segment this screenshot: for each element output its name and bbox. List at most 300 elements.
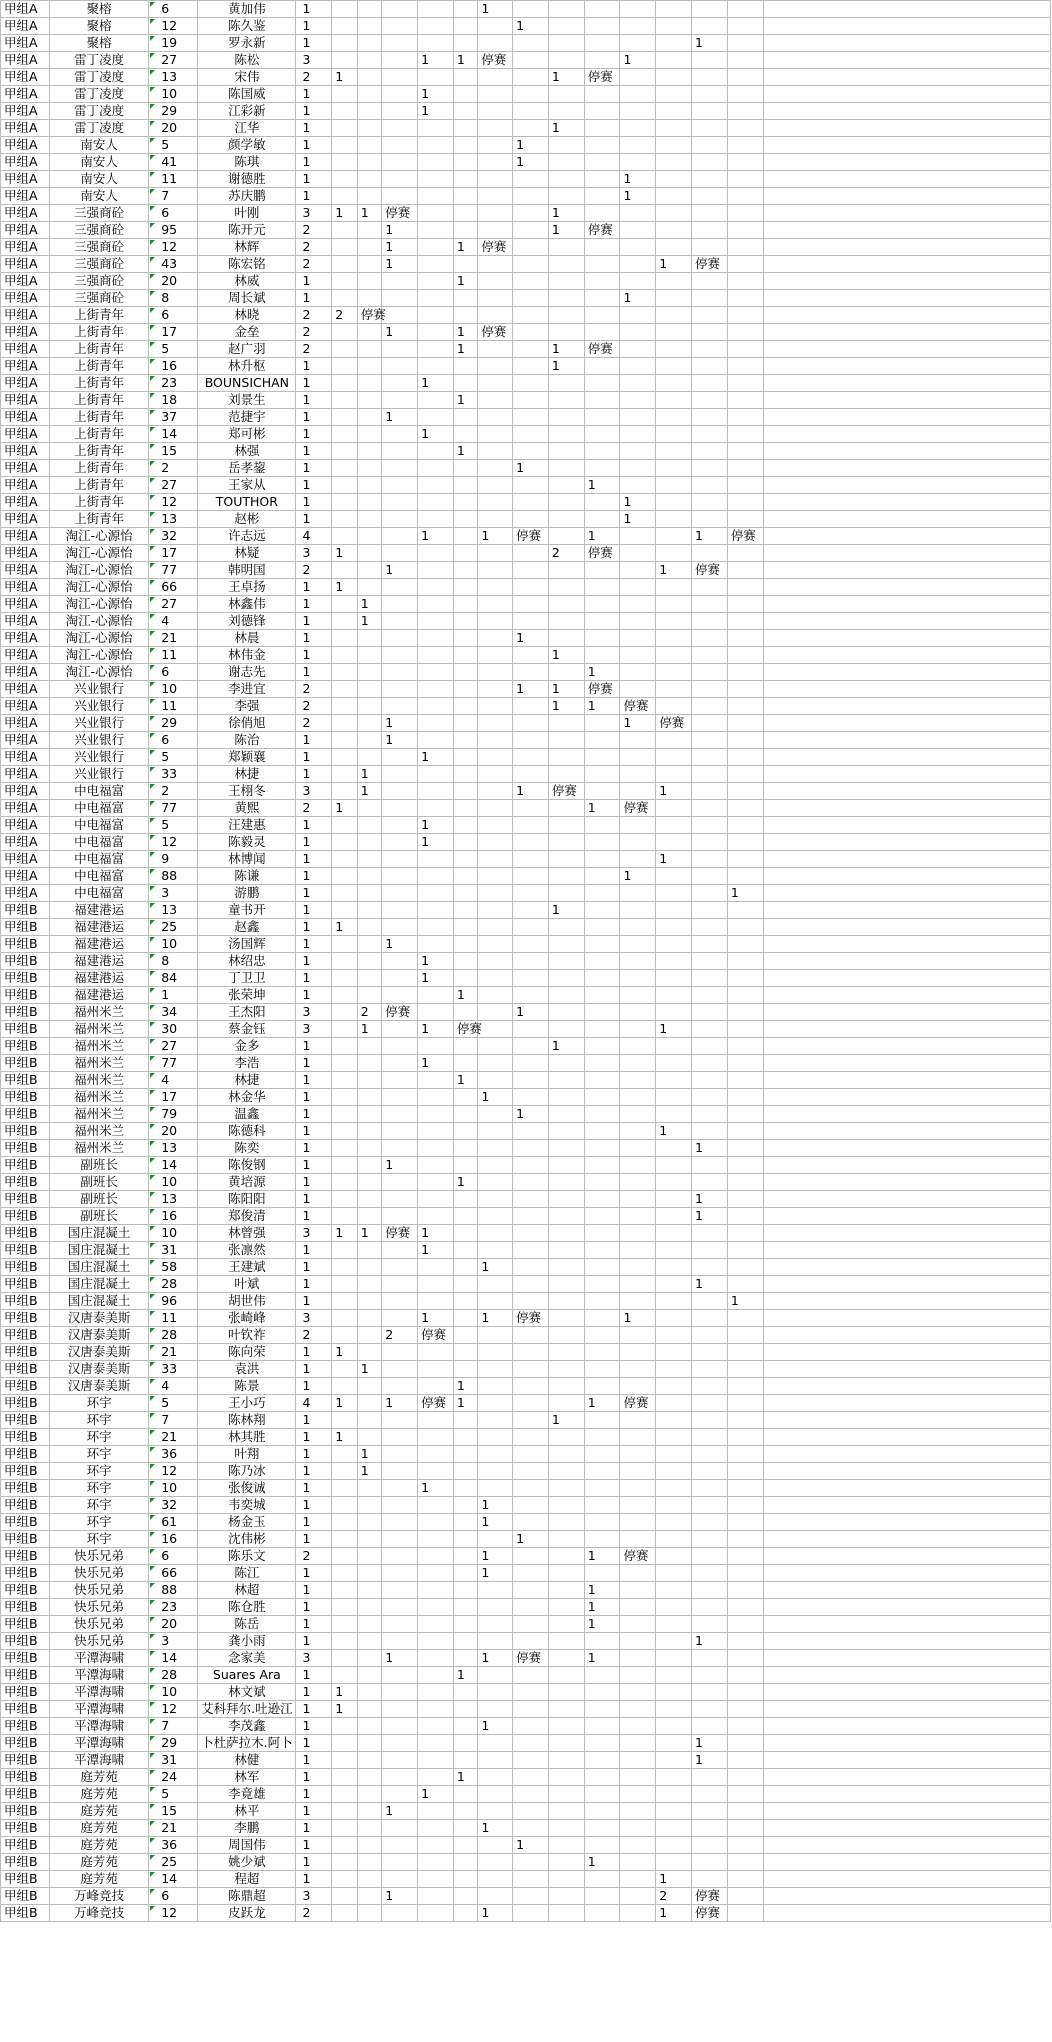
group-cell[interactable]: 甲组A xyxy=(1,834,50,851)
player-name-cell[interactable]: 林晓 xyxy=(198,307,296,324)
empty-cell[interactable] xyxy=(763,1752,1050,1769)
round-13-cell[interactable] xyxy=(727,341,763,358)
round-11-cell[interactable] xyxy=(656,205,692,222)
round-7-cell[interactable] xyxy=(513,290,549,307)
round-4-cell[interactable] xyxy=(418,69,454,86)
round-9-cell[interactable] xyxy=(584,647,620,664)
round-2-cell[interactable] xyxy=(357,1395,382,1412)
round-6-cell[interactable] xyxy=(478,443,513,460)
round-3-cell[interactable] xyxy=(382,1616,418,1633)
round-9-cell[interactable] xyxy=(584,1225,620,1242)
team-cell[interactable]: 副班长 xyxy=(50,1174,149,1191)
total-cell[interactable]: 1 xyxy=(296,375,332,392)
round-6-cell[interactable] xyxy=(478,1599,513,1616)
group-cell[interactable]: 甲组B xyxy=(1,1293,50,1310)
round-5-cell[interactable] xyxy=(453,375,478,392)
total-cell[interactable]: 1 xyxy=(296,1378,332,1395)
number-cell[interactable]: 66 xyxy=(149,579,198,596)
round-13-cell[interactable] xyxy=(727,1038,763,1055)
round-4-cell[interactable] xyxy=(418,1718,454,1735)
round-5-cell[interactable] xyxy=(453,664,478,681)
round-10-cell[interactable] xyxy=(620,936,656,953)
group-cell[interactable]: 甲组B xyxy=(1,1548,50,1565)
round-9-cell[interactable] xyxy=(584,103,620,120)
number-cell[interactable]: 27 xyxy=(149,1038,198,1055)
round-2-cell[interactable] xyxy=(357,953,382,970)
empty-cell[interactable] xyxy=(763,630,1050,647)
round-3-cell[interactable] xyxy=(382,970,418,987)
player-name-cell[interactable]: 丁卫卫 xyxy=(198,970,296,987)
round-12-cell[interactable] xyxy=(692,86,728,103)
round-11-cell[interactable] xyxy=(656,1276,692,1293)
round-1-cell[interactable] xyxy=(332,477,358,494)
round-4-cell[interactable] xyxy=(418,1837,454,1854)
round-13-cell[interactable] xyxy=(727,647,763,664)
round-4-cell[interactable] xyxy=(418,1497,454,1514)
round-3-cell[interactable] xyxy=(382,783,418,800)
round-6-cell[interactable] xyxy=(478,800,513,817)
round-12-cell[interactable] xyxy=(692,851,728,868)
number-cell[interactable]: 20 xyxy=(149,1616,198,1633)
round-11-cell[interactable] xyxy=(656,426,692,443)
round-11-cell[interactable] xyxy=(656,1412,692,1429)
round-6-cell[interactable]: 1 xyxy=(478,528,513,545)
team-cell[interactable]: 上街青年 xyxy=(50,494,149,511)
round-9-cell[interactable] xyxy=(584,409,620,426)
round-2-cell[interactable]: 1 xyxy=(357,1463,382,1480)
round-13-cell[interactable] xyxy=(727,1531,763,1548)
round-12-cell[interactable] xyxy=(692,1446,728,1463)
round-6-cell[interactable] xyxy=(478,35,513,52)
round-13-cell[interactable] xyxy=(727,1225,763,1242)
round-7-cell[interactable] xyxy=(513,1293,549,1310)
round-4-cell[interactable] xyxy=(418,239,454,256)
team-cell[interactable]: 中电福富 xyxy=(50,783,149,800)
team-cell[interactable]: 国庄混凝土 xyxy=(50,1293,149,1310)
round-8-cell[interactable] xyxy=(548,919,584,936)
round-7-cell[interactable] xyxy=(513,52,549,69)
round-6-cell[interactable]: 1 xyxy=(478,1310,513,1327)
round-9-cell[interactable] xyxy=(584,1123,620,1140)
round-10-cell[interactable] xyxy=(620,1157,656,1174)
round-1-cell[interactable] xyxy=(332,1735,358,1752)
round-9-cell[interactable] xyxy=(584,426,620,443)
round-12-cell[interactable] xyxy=(692,188,728,205)
round-13-cell[interactable] xyxy=(727,1548,763,1565)
round-7-cell[interactable] xyxy=(513,1684,549,1701)
round-3-cell[interactable] xyxy=(382,1429,418,1446)
round-10-cell[interactable] xyxy=(620,205,656,222)
team-cell[interactable]: 平潭海啸 xyxy=(50,1650,149,1667)
round-10-cell[interactable] xyxy=(620,596,656,613)
round-10-cell[interactable] xyxy=(620,885,656,902)
group-cell[interactable]: 甲组B xyxy=(1,1344,50,1361)
round-7-cell[interactable] xyxy=(513,1854,549,1871)
team-cell[interactable]: 福州米兰 xyxy=(50,1004,149,1021)
round-2-cell[interactable]: 停赛 xyxy=(357,307,382,324)
round-13-cell[interactable] xyxy=(727,1616,763,1633)
round-5-cell[interactable] xyxy=(453,1497,478,1514)
round-7-cell[interactable] xyxy=(513,86,549,103)
team-cell[interactable]: 副班长 xyxy=(50,1157,149,1174)
round-1-cell[interactable] xyxy=(332,1480,358,1497)
round-2-cell[interactable] xyxy=(357,1905,382,1922)
team-cell[interactable]: 南安人 xyxy=(50,137,149,154)
round-9-cell[interactable]: 1 xyxy=(584,664,620,681)
group-cell[interactable]: 甲组B xyxy=(1,1888,50,1905)
round-11-cell[interactable] xyxy=(656,630,692,647)
team-cell[interactable]: 雷丁凌度 xyxy=(50,86,149,103)
round-7-cell[interactable]: 1 xyxy=(513,1004,549,1021)
round-10-cell[interactable] xyxy=(620,1769,656,1786)
team-cell[interactable]: 国庄混凝土 xyxy=(50,1276,149,1293)
total-cell[interactable]: 1 xyxy=(296,1871,332,1888)
round-13-cell[interactable] xyxy=(727,1514,763,1531)
round-9-cell[interactable]: 1 xyxy=(584,528,620,545)
round-9-cell[interactable] xyxy=(584,1429,620,1446)
round-2-cell[interactable] xyxy=(357,1650,382,1667)
round-12-cell[interactable] xyxy=(692,1259,728,1276)
round-3-cell[interactable]: 2 xyxy=(382,1327,418,1344)
round-8-cell[interactable] xyxy=(548,749,584,766)
empty-cell[interactable] xyxy=(763,1174,1050,1191)
group-cell[interactable]: 甲组B xyxy=(1,1327,50,1344)
round-9-cell[interactable] xyxy=(584,1735,620,1752)
round-9-cell[interactable]: 1 xyxy=(584,698,620,715)
group-cell[interactable]: 甲组B xyxy=(1,1786,50,1803)
round-7-cell[interactable] xyxy=(513,1242,549,1259)
round-4-cell[interactable] xyxy=(418,1072,454,1089)
round-6-cell[interactable] xyxy=(478,477,513,494)
round-1-cell[interactable] xyxy=(332,1310,358,1327)
total-cell[interactable]: 1 xyxy=(296,1684,332,1701)
round-11-cell[interactable] xyxy=(656,868,692,885)
team-cell[interactable]: 福州米兰 xyxy=(50,1038,149,1055)
number-cell[interactable]: 5 xyxy=(149,817,198,834)
team-cell[interactable]: 环宇 xyxy=(50,1463,149,1480)
round-12-cell[interactable] xyxy=(692,1820,728,1837)
round-8-cell[interactable]: 1 xyxy=(548,902,584,919)
round-6-cell[interactable]: 1 xyxy=(478,1565,513,1582)
group-cell[interactable]: 甲组B xyxy=(1,1871,50,1888)
round-10-cell[interactable] xyxy=(620,783,656,800)
empty-cell[interactable] xyxy=(763,1038,1050,1055)
number-cell[interactable]: 15 xyxy=(149,443,198,460)
round-1-cell[interactable] xyxy=(332,154,358,171)
round-13-cell[interactable] xyxy=(727,1429,763,1446)
team-cell[interactable]: 三强商砼 xyxy=(50,273,149,290)
round-10-cell[interactable] xyxy=(620,1837,656,1854)
round-6-cell[interactable] xyxy=(478,1174,513,1191)
round-7-cell[interactable] xyxy=(513,341,549,358)
round-11-cell[interactable] xyxy=(656,1548,692,1565)
round-6-cell[interactable] xyxy=(478,1480,513,1497)
round-2-cell[interactable] xyxy=(357,154,382,171)
round-4-cell[interactable] xyxy=(418,1565,454,1582)
round-8-cell[interactable] xyxy=(548,1752,584,1769)
team-cell[interactable]: 福建港运 xyxy=(50,936,149,953)
round-2-cell[interactable] xyxy=(357,1633,382,1650)
round-2-cell[interactable] xyxy=(357,1072,382,1089)
round-7-cell[interactable] xyxy=(513,1514,549,1531)
round-2-cell[interactable] xyxy=(357,1123,382,1140)
round-1-cell[interactable] xyxy=(332,1531,358,1548)
round-10-cell[interactable] xyxy=(620,358,656,375)
round-9-cell[interactable] xyxy=(584,1089,620,1106)
empty-cell[interactable] xyxy=(763,1820,1050,1837)
round-8-cell[interactable] xyxy=(548,290,584,307)
total-cell[interactable]: 1 xyxy=(296,732,332,749)
round-1-cell[interactable] xyxy=(332,851,358,868)
round-7-cell[interactable] xyxy=(513,1446,549,1463)
number-cell[interactable]: 66 xyxy=(149,1565,198,1582)
round-3-cell[interactable] xyxy=(382,953,418,970)
round-4-cell[interactable] xyxy=(418,1905,454,1922)
total-cell[interactable]: 1 xyxy=(296,1446,332,1463)
number-cell[interactable]: 88 xyxy=(149,1582,198,1599)
empty-cell[interactable] xyxy=(763,732,1050,749)
round-2-cell[interactable] xyxy=(357,1208,382,1225)
group-cell[interactable]: 甲组B xyxy=(1,1208,50,1225)
round-12-cell[interactable] xyxy=(692,1803,728,1820)
round-12-cell[interactable]: 停赛 xyxy=(692,1888,728,1905)
team-cell[interactable]: 平潭海啸 xyxy=(50,1684,149,1701)
round-12-cell[interactable] xyxy=(692,375,728,392)
number-cell[interactable]: 21 xyxy=(149,630,198,647)
round-4-cell[interactable] xyxy=(418,273,454,290)
round-3-cell[interactable] xyxy=(382,1633,418,1650)
group-cell[interactable]: 甲组A xyxy=(1,222,50,239)
round-8-cell[interactable] xyxy=(548,1004,584,1021)
round-3-cell[interactable] xyxy=(382,664,418,681)
round-11-cell[interactable]: 1 xyxy=(656,1123,692,1140)
empty-cell[interactable] xyxy=(763,1871,1050,1888)
total-cell[interactable]: 1 xyxy=(296,1599,332,1616)
number-cell[interactable]: 6 xyxy=(149,732,198,749)
number-cell[interactable]: 8 xyxy=(149,290,198,307)
total-cell[interactable]: 1 xyxy=(296,834,332,851)
empty-cell[interactable] xyxy=(763,1089,1050,1106)
round-8-cell[interactable]: 1 xyxy=(548,698,584,715)
number-cell[interactable]: 12 xyxy=(149,494,198,511)
round-8-cell[interactable] xyxy=(548,1361,584,1378)
empty-cell[interactable] xyxy=(763,987,1050,1004)
player-name-cell[interactable]: 陈江 xyxy=(198,1565,296,1582)
player-name-cell[interactable]: 陈乐文 xyxy=(198,1548,296,1565)
player-name-cell[interactable]: 林其胜 xyxy=(198,1429,296,1446)
round-13-cell[interactable] xyxy=(727,392,763,409)
round-11-cell[interactable] xyxy=(656,1174,692,1191)
round-13-cell[interactable] xyxy=(727,579,763,596)
round-3-cell[interactable] xyxy=(382,834,418,851)
round-2-cell[interactable] xyxy=(357,1259,382,1276)
round-1-cell[interactable] xyxy=(332,528,358,545)
team-cell[interactable]: 上街青年 xyxy=(50,460,149,477)
number-cell[interactable]: 11 xyxy=(149,1310,198,1327)
empty-cell[interactable] xyxy=(763,1735,1050,1752)
empty-cell[interactable] xyxy=(763,698,1050,715)
team-cell[interactable]: 平潭海啸 xyxy=(50,1735,149,1752)
round-7-cell[interactable] xyxy=(513,1871,549,1888)
round-9-cell[interactable] xyxy=(584,1293,620,1310)
round-10-cell[interactable] xyxy=(620,1412,656,1429)
number-cell[interactable]: 32 xyxy=(149,528,198,545)
number-cell[interactable]: 16 xyxy=(149,1531,198,1548)
player-name-cell[interactable]: 韦奕城 xyxy=(198,1497,296,1514)
round-9-cell[interactable] xyxy=(584,120,620,137)
round-7-cell[interactable] xyxy=(513,1072,549,1089)
number-cell[interactable]: 5 xyxy=(149,749,198,766)
empty-cell[interactable] xyxy=(763,1582,1050,1599)
round-5-cell[interactable] xyxy=(453,1514,478,1531)
round-2-cell[interactable] xyxy=(357,1548,382,1565)
player-name-cell[interactable]: 陈乃冰 xyxy=(198,1463,296,1480)
empty-cell[interactable] xyxy=(763,1293,1050,1310)
round-2-cell[interactable] xyxy=(357,987,382,1004)
empty-cell[interactable] xyxy=(763,1769,1050,1786)
round-11-cell[interactable] xyxy=(656,86,692,103)
round-8-cell[interactable] xyxy=(548,256,584,273)
round-9-cell[interactable]: 停赛 xyxy=(584,222,620,239)
round-9-cell[interactable] xyxy=(584,1803,620,1820)
round-12-cell[interactable] xyxy=(692,52,728,69)
round-11-cell[interactable] xyxy=(656,1344,692,1361)
group-cell[interactable]: 甲组A xyxy=(1,494,50,511)
round-8-cell[interactable]: 1 xyxy=(548,205,584,222)
round-6-cell[interactable] xyxy=(478,171,513,188)
group-cell[interactable]: 甲组B xyxy=(1,1225,50,1242)
round-2-cell[interactable] xyxy=(357,358,382,375)
round-3-cell[interactable] xyxy=(382,1038,418,1055)
round-6-cell[interactable] xyxy=(478,1701,513,1718)
round-10-cell[interactable] xyxy=(620,919,656,936)
round-10-cell[interactable] xyxy=(620,1701,656,1718)
round-8-cell[interactable]: 1 xyxy=(548,120,584,137)
round-4-cell[interactable]: 1 xyxy=(418,375,454,392)
round-4-cell[interactable] xyxy=(418,1293,454,1310)
round-8-cell[interactable] xyxy=(548,1905,584,1922)
round-11-cell[interactable] xyxy=(656,511,692,528)
round-10-cell[interactable] xyxy=(620,1242,656,1259)
round-9-cell[interactable] xyxy=(584,1174,620,1191)
round-3-cell[interactable] xyxy=(382,1361,418,1378)
team-cell[interactable]: 庭芳苑 xyxy=(50,1871,149,1888)
round-8-cell[interactable] xyxy=(548,1684,584,1701)
round-5-cell[interactable] xyxy=(453,1633,478,1650)
empty-cell[interactable] xyxy=(763,137,1050,154)
player-name-cell[interactable]: 张凛然 xyxy=(198,1242,296,1259)
round-11-cell[interactable] xyxy=(656,120,692,137)
total-cell[interactable]: 1 xyxy=(296,137,332,154)
round-11-cell[interactable]: 1 xyxy=(656,1905,692,1922)
empty-cell[interactable] xyxy=(763,817,1050,834)
round-6-cell[interactable] xyxy=(478,596,513,613)
round-2-cell[interactable]: 1 xyxy=(357,1021,382,1038)
number-cell[interactable]: 14 xyxy=(149,1871,198,1888)
player-name-cell[interactable]: 黄加伟 xyxy=(198,1,296,18)
round-6-cell[interactable] xyxy=(478,205,513,222)
round-10-cell[interactable] xyxy=(620,1446,656,1463)
round-1-cell[interactable] xyxy=(332,86,358,103)
round-8-cell[interactable] xyxy=(548,1140,584,1157)
round-5-cell[interactable]: 1 xyxy=(453,239,478,256)
round-5-cell[interactable] xyxy=(453,1055,478,1072)
total-cell[interactable]: 1 xyxy=(296,868,332,885)
group-cell[interactable]: 甲组A xyxy=(1,239,50,256)
total-cell[interactable]: 1 xyxy=(296,1718,332,1735)
round-13-cell[interactable] xyxy=(727,290,763,307)
round-1-cell[interactable] xyxy=(332,596,358,613)
round-4-cell[interactable]: 1 xyxy=(418,817,454,834)
round-3-cell[interactable] xyxy=(382,86,418,103)
round-7-cell[interactable] xyxy=(513,1480,549,1497)
total-cell[interactable]: 1 xyxy=(296,1123,332,1140)
total-cell[interactable]: 3 xyxy=(296,1225,332,1242)
round-6-cell[interactable] xyxy=(478,1038,513,1055)
round-11-cell[interactable] xyxy=(656,1463,692,1480)
round-7-cell[interactable] xyxy=(513,171,549,188)
round-8-cell[interactable] xyxy=(548,664,584,681)
round-7-cell[interactable] xyxy=(513,1701,549,1718)
team-cell[interactable]: 雷丁凌度 xyxy=(50,52,149,69)
round-6-cell[interactable]: 1 xyxy=(478,1905,513,1922)
round-7-cell[interactable] xyxy=(513,902,549,919)
empty-cell[interactable] xyxy=(763,1395,1050,1412)
round-4-cell[interactable]: 1 xyxy=(418,1310,454,1327)
round-6-cell[interactable] xyxy=(478,834,513,851)
group-cell[interactable]: 甲组B xyxy=(1,1497,50,1514)
total-cell[interactable]: 1 xyxy=(296,1106,332,1123)
round-12-cell[interactable] xyxy=(692,1327,728,1344)
total-cell[interactable]: 2 xyxy=(296,1327,332,1344)
round-5-cell[interactable] xyxy=(453,1905,478,1922)
round-4-cell[interactable] xyxy=(418,1599,454,1616)
round-6-cell[interactable] xyxy=(478,358,513,375)
group-cell[interactable]: 甲组B xyxy=(1,987,50,1004)
player-name-cell[interactable]: 林鑫伟 xyxy=(198,596,296,613)
round-9-cell[interactable] xyxy=(584,970,620,987)
group-cell[interactable]: 甲组A xyxy=(1,120,50,137)
player-name-cell[interactable]: 徐俏旭 xyxy=(198,715,296,732)
total-cell[interactable]: 1 xyxy=(296,630,332,647)
round-11-cell[interactable] xyxy=(656,409,692,426)
round-11-cell[interactable] xyxy=(656,52,692,69)
round-3-cell[interactable] xyxy=(382,1191,418,1208)
round-1-cell[interactable] xyxy=(332,460,358,477)
number-cell[interactable]: 14 xyxy=(149,426,198,443)
round-2-cell[interactable] xyxy=(357,35,382,52)
round-8-cell[interactable] xyxy=(548,1208,584,1225)
round-3-cell[interactable] xyxy=(382,1480,418,1497)
round-11-cell[interactable] xyxy=(656,392,692,409)
total-cell[interactable]: 1 xyxy=(296,1055,332,1072)
round-4-cell[interactable] xyxy=(418,1820,454,1837)
round-13-cell[interactable] xyxy=(727,222,763,239)
number-cell[interactable]: 4 xyxy=(149,1072,198,1089)
round-5-cell[interactable] xyxy=(453,1446,478,1463)
round-10-cell[interactable] xyxy=(620,1582,656,1599)
empty-cell[interactable] xyxy=(763,766,1050,783)
round-11-cell[interactable] xyxy=(656,1259,692,1276)
total-cell[interactable]: 1 xyxy=(296,103,332,120)
round-1-cell[interactable]: 1 xyxy=(332,1684,358,1701)
team-cell[interactable]: 环宇 xyxy=(50,1429,149,1446)
total-cell[interactable]: 2 xyxy=(296,324,332,341)
round-8-cell[interactable] xyxy=(548,1599,584,1616)
player-name-cell[interactable]: 周国伟 xyxy=(198,1837,296,1854)
round-4-cell[interactable] xyxy=(418,1633,454,1650)
round-1-cell[interactable] xyxy=(332,1293,358,1310)
